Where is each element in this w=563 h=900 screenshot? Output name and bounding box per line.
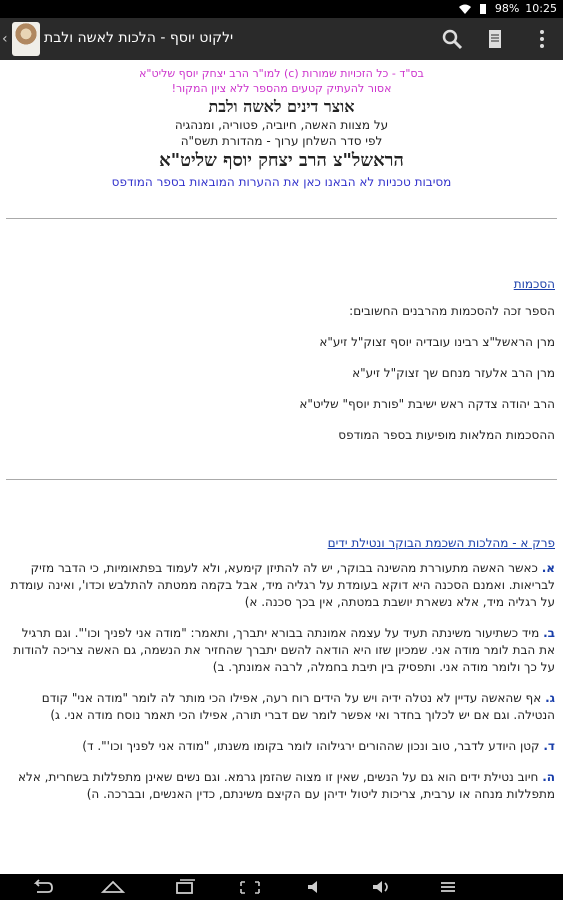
- recent-apps-icon[interactable]: [172, 878, 198, 896]
- back-icon[interactable]: [28, 878, 54, 896]
- chapter-title-link[interactable]: פרק א - מהלכות השכמת הבוקר ונטילת ידים: [327, 536, 555, 550]
- wifi-icon: [459, 3, 471, 15]
- approbations-title-link[interactable]: הסכמות: [513, 277, 555, 291]
- paragraph-text: קטן היודע לדבר, טוב ונכון שההורים ירגילוהו לומר בקומו משנתו, "מודה אני לפניך וכו'". ד): [82, 739, 540, 753]
- halacha-paragraph: [0, 738, 563, 755]
- status-icons: [459, 2, 557, 15]
- approbation-item: הרב יהודה צדקה ראש ישיבת "פורת יוסף" שליט"א: [299, 397, 555, 411]
- app-icon[interactable]: [12, 22, 40, 56]
- app-title: ילקוט יוסף - הלכות לאשה ולבת: [44, 30, 234, 46]
- approbation-item: מרן הרב אלעזר מנחם שך זצוק"ל זיע"א: [352, 366, 555, 380]
- approbation-item: מרן הראשל"צ רבינו עובדיה יוסף זצוק"ל זיע"א: [319, 335, 555, 349]
- book-author: הראשל"צ הרב יצחק יוסף שליט"א: [159, 150, 404, 171]
- paragraph-marker: ה.: [542, 770, 555, 784]
- book-subtitle: על מצוות האשה, חיוביה, פטוריה, ומנהגיה: [174, 118, 389, 132]
- book-title: אוצר דינים לאשה ולבת: [208, 97, 355, 116]
- paragraph-marker: ד.: [543, 739, 555, 753]
- paragraph-text: מיד כשתיעור משינתה תעיד על עצמה אמונתה בבורא יתברך, ותאמר: "מודה אני לפניך וכו'". וגם תרגיל את הבת לומר מודה אני. שמכיון שזו היא הודאה להשם יתברך שהחזיר את הנשמה, גם האשה צריכה להודות על כך ולומר מודה אני. ותפסיק בין תיבת בחמלה, לרבה אמונתך. ב): [13, 626, 555, 674]
- status-bar: [0, 0, 563, 18]
- paragraph-marker: א.: [541, 561, 555, 575]
- halacha-paragraph: [0, 769, 563, 803]
- notes-disclaimer: מסיבות טכניות לא הבאנו כאן את ההערות המובאות בספר המודפס: [111, 175, 452, 189]
- back-chevron-icon[interactable]: ‹: [2, 31, 8, 47]
- approbation-item: הספר זכה להסכמות מהרבנים החשובים:: [349, 304, 555, 318]
- copy-warning-line: אסור להעתיק קטעים מהספר ללא ציון המקור!: [171, 82, 392, 95]
- volume-down-icon[interactable]: [304, 878, 328, 896]
- paragraph-text: אף שהאשה עדיין לא נטלה ידיה ויש על הידים רוח רעה, אפילו הכי מותר לה לומר "מודה אני" קודם הנטילה. וגם אם יש לכלוך בחדר ואי אפשר לומר שם דברי תורה, אפילו הכי תאמר נוסח מודה אני. ג): [41, 691, 555, 722]
- screenshot-icon[interactable]: [238, 878, 262, 896]
- halacha-paragraph: [0, 560, 563, 611]
- approbation-item: ההסכמות המלאות מופיעות בספר המודפס: [338, 428, 555, 442]
- halacha-paragraph: [0, 625, 563, 676]
- paragraph-marker: ב.: [543, 626, 555, 640]
- book-content[interactable]: [0, 60, 563, 874]
- volume-up-icon[interactable]: [370, 878, 394, 896]
- overflow-menu-icon[interactable]: [530, 27, 554, 51]
- copyright-line: בס"ד - כל הזכויות שמורות (c) למו"ר הרב יצחק יוסף שליט"א: [139, 67, 424, 80]
- action-bar: [0, 18, 563, 60]
- search-icon[interactable]: [440, 27, 464, 51]
- home-icon[interactable]: [100, 878, 126, 896]
- paragraph-text: כאשר האשה מתעוררת מהשינה בבוקר, יש לה להתיזן קימעא, ולא לעמוד בפתאומיות, כי הדבר מזיק לבריאות. ואמנם הסכנה היא דוקא בעומדת על רגליה מיד, אבל בקמה ממטתה להתלבש וכדו', ואינה עומדת על רגליה מיד, אלא נשארת יושבת במטתה, אין בכך סכנה. א): [10, 561, 555, 609]
- menu-icon[interactable]: [436, 878, 460, 896]
- book-header: [0, 66, 563, 191]
- bookmark-list-icon[interactable]: [483, 27, 507, 51]
- book-edition: לפי סדר השלחן ערוך - מהדורת תשס"ה: [180, 134, 383, 148]
- paragraph-marker: ג.: [545, 691, 555, 705]
- halacha-paragraph: [0, 690, 563, 724]
- clock: 10:25: [525, 2, 557, 15]
- battery-percent: 98%: [494, 2, 520, 15]
- battery-icon: [477, 3, 489, 15]
- system-nav-bar: [0, 874, 563, 900]
- paragraph-text: חיוב נטילת ידים הוא גם על הנשים, שאין זו מצוה שהזמן גרמא. וגם נשים שאינן מתפללות בשחרית, אלא מתפללות מנחה או ערבית, צריכות ליטול ידיהן עם הקיצם משינתם, כדין האנשים, ובברכה. ה): [18, 770, 555, 801]
